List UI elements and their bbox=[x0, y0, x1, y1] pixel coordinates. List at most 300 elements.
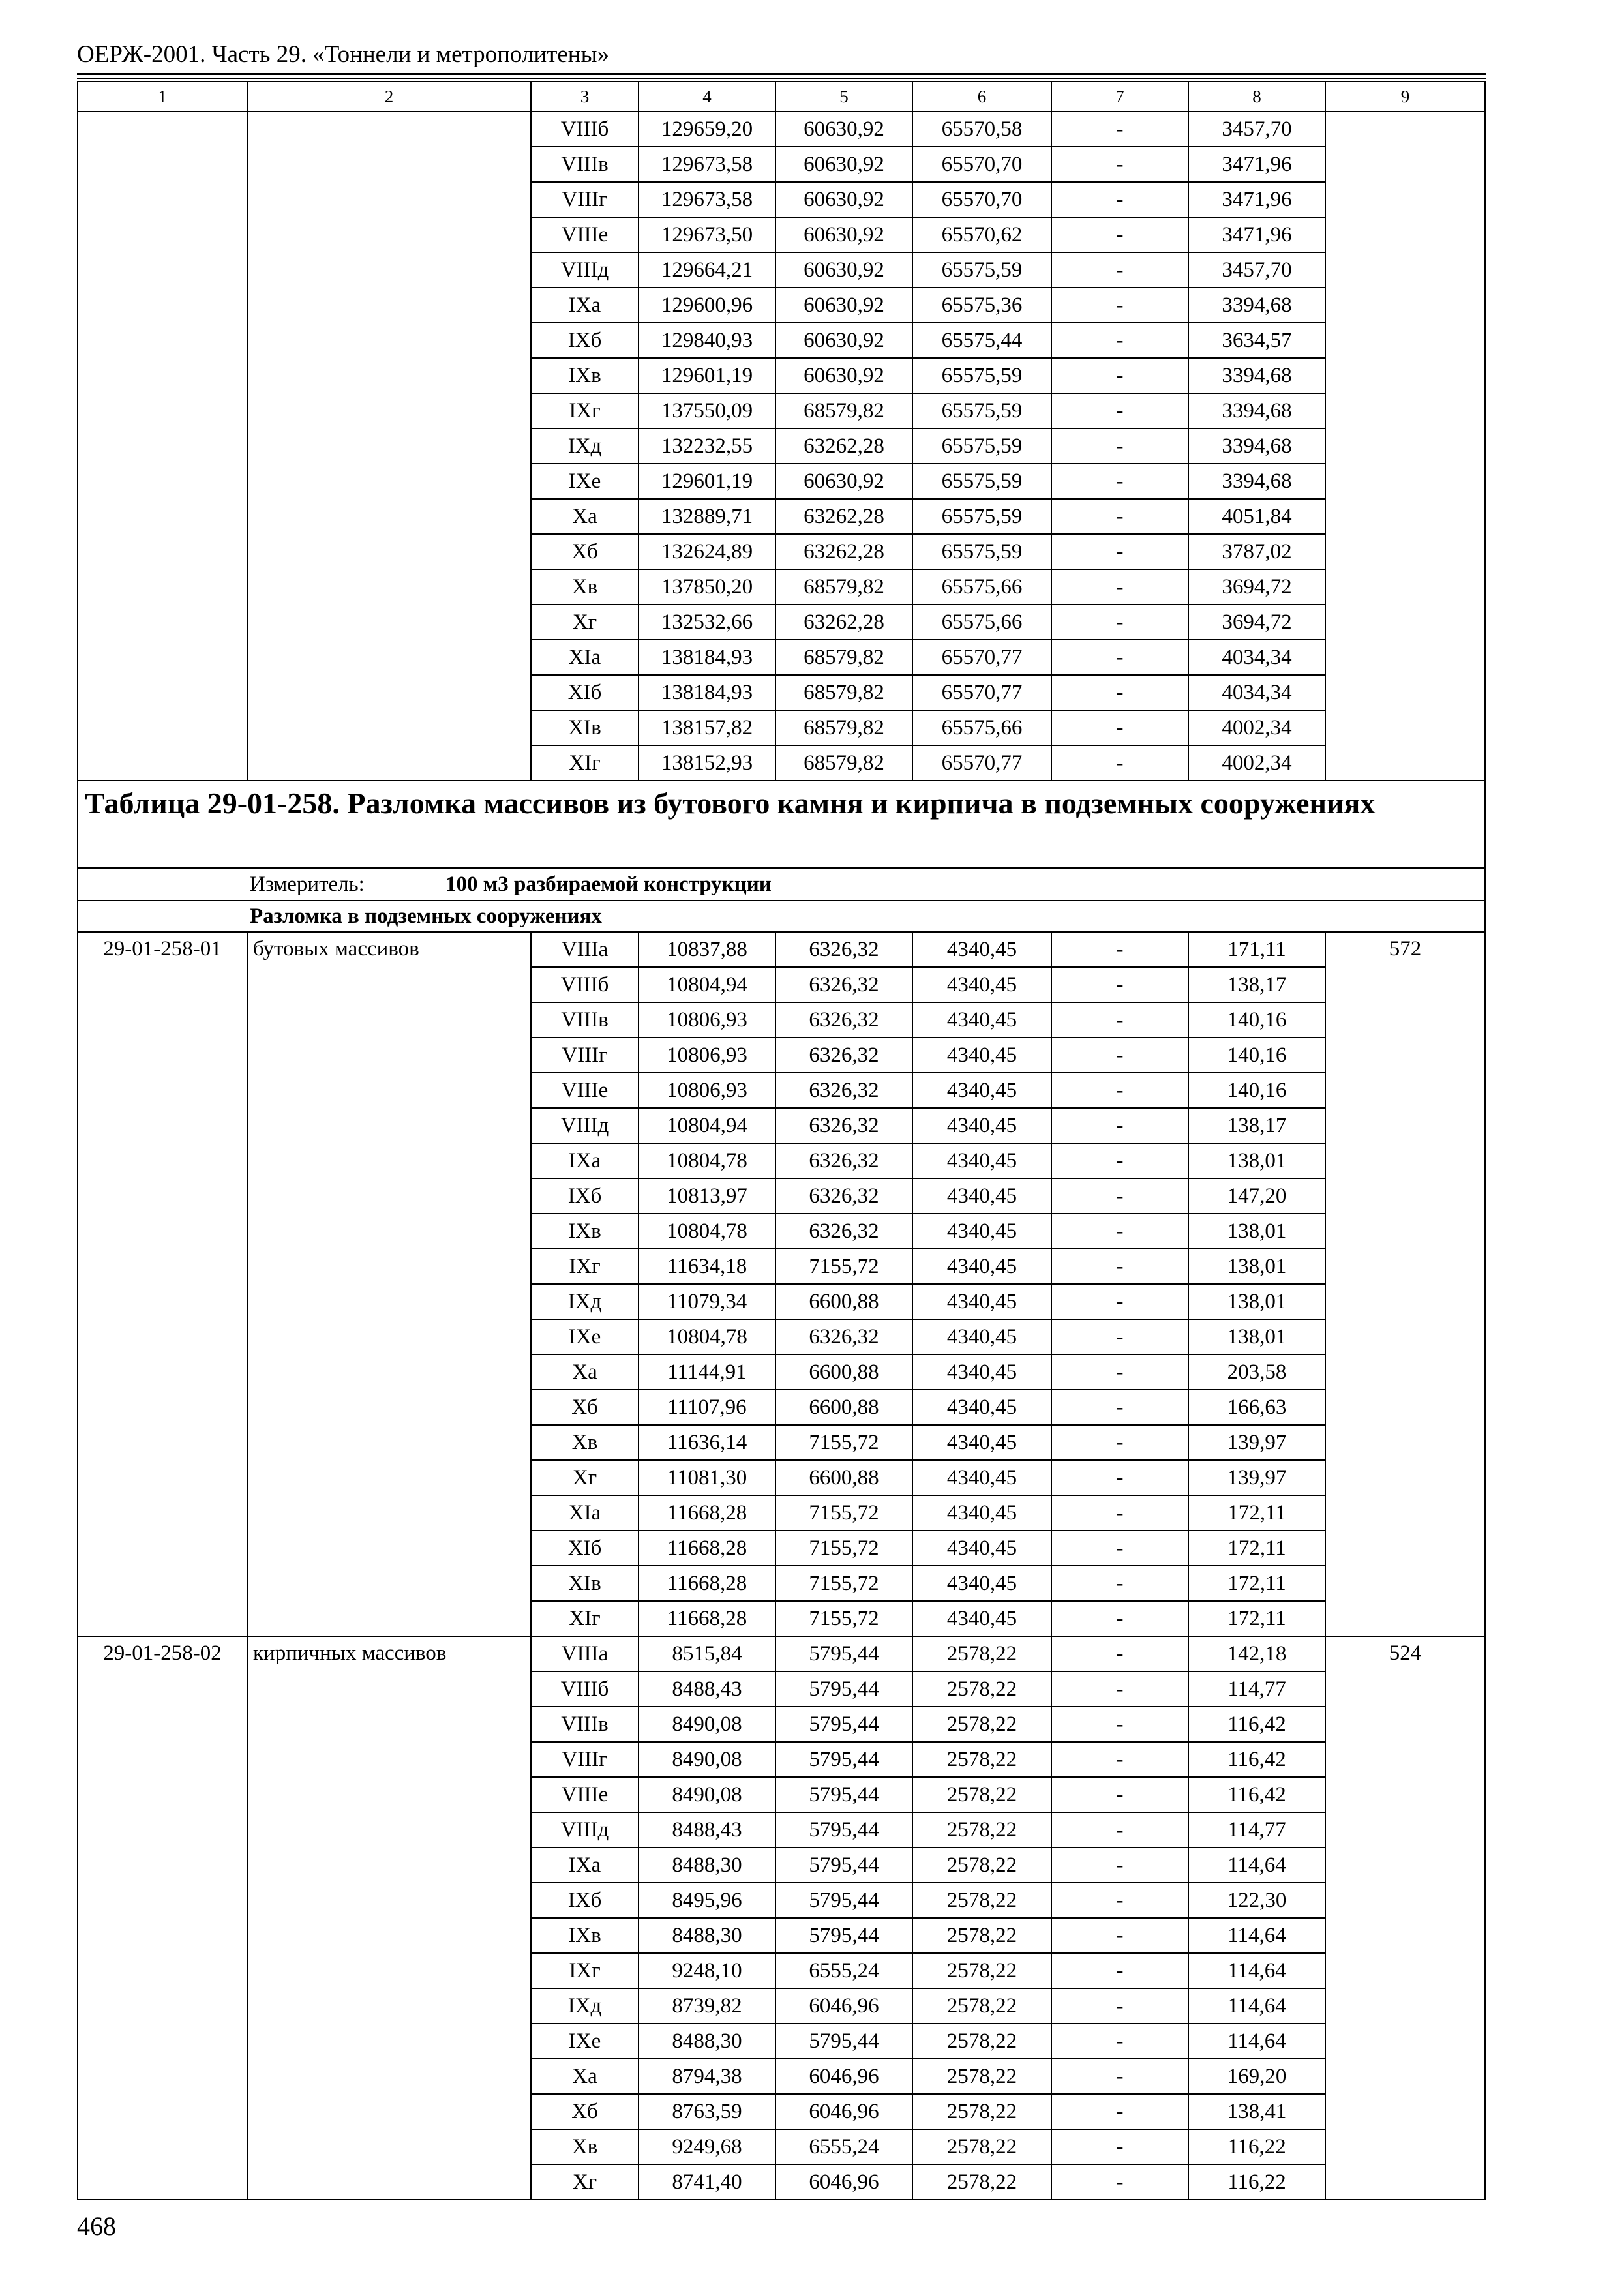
direct-costs-cell: 132232,55 bbox=[639, 428, 775, 464]
resource-group-cell: IXг bbox=[531, 1249, 639, 1284]
operator-wages-cell: - bbox=[1051, 2024, 1188, 2059]
operator-wages-cell: - bbox=[1051, 967, 1188, 1002]
labor-wages-cell: 60630,92 bbox=[775, 288, 912, 323]
table-row bbox=[78, 605, 1485, 640]
resource-group-cell: XIа bbox=[531, 1495, 639, 1531]
resource-group-cell: Xв bbox=[531, 569, 639, 605]
operator-wages-cell: - bbox=[1051, 1038, 1188, 1073]
direct-costs-cell: 10804,78 bbox=[639, 1143, 775, 1178]
machine-operation-cell: 65575,44 bbox=[912, 323, 1051, 358]
resource-group-cell: VIIIд bbox=[531, 252, 639, 288]
machine-operation-cell: 65570,62 bbox=[912, 217, 1051, 252]
labor-wages-cell: 5795,44 bbox=[775, 1848, 912, 1883]
labor-wages-cell: 7155,72 bbox=[775, 1601, 912, 1636]
table-row bbox=[78, 710, 1485, 745]
labor-wages-cell: 5795,44 bbox=[775, 1636, 912, 1671]
machine-operation-cell: 65575,59 bbox=[912, 252, 1051, 288]
direct-costs-cell: 11107,96 bbox=[639, 1390, 775, 1425]
materials-cell: 3457,70 bbox=[1188, 252, 1325, 288]
resource-group-cell: VIIIг bbox=[531, 1038, 639, 1073]
operator-wages-cell: - bbox=[1051, 1812, 1188, 1848]
operator-wages-cell: - bbox=[1051, 1354, 1188, 1390]
table-row bbox=[78, 217, 1485, 252]
operator-wages-cell: - bbox=[1051, 499, 1188, 534]
materials-cell: 138,01 bbox=[1188, 1214, 1325, 1249]
code-cell bbox=[78, 534, 247, 569]
resource-group-cell: IXб bbox=[531, 323, 639, 358]
machine-operation-cell: 65575,66 bbox=[912, 605, 1051, 640]
operator-wages-cell: - bbox=[1051, 745, 1188, 781]
header-rule bbox=[77, 73, 1486, 75]
name-cell bbox=[247, 252, 531, 288]
materials-cell: 138,41 bbox=[1188, 2094, 1325, 2129]
operator-wages-cell: - bbox=[1051, 1601, 1188, 1636]
machine-operation-cell: 65575,59 bbox=[912, 534, 1051, 569]
name-cell bbox=[247, 358, 531, 393]
item-name: бутовых массивов bbox=[247, 932, 531, 1636]
machine-operation-cell: 2578,22 bbox=[912, 2059, 1051, 2094]
operator-wages-cell: - bbox=[1051, 323, 1188, 358]
materials-cell: 116,42 bbox=[1188, 1742, 1325, 1777]
table-title: Таблица 29-01-258. Разломка массивов из бутового камня и кирпича в подземных сооружениях bbox=[78, 781, 1485, 868]
labor-wages-cell: 6326,32 bbox=[775, 1108, 912, 1143]
direct-costs-cell: 11144,91 bbox=[639, 1354, 775, 1390]
materials-cell: 3394,68 bbox=[1188, 288, 1325, 323]
materials-cell: 114,64 bbox=[1188, 1988, 1325, 2024]
resource-group-cell: Xб bbox=[531, 2094, 639, 2129]
operator-wages-cell: - bbox=[1051, 1249, 1188, 1284]
labor-wages-cell: 5795,44 bbox=[775, 2024, 912, 2059]
labor-wages-cell: 68579,82 bbox=[775, 640, 912, 675]
labor-wages-cell: 6326,32 bbox=[775, 1002, 912, 1038]
direct-costs-cell: 10804,78 bbox=[639, 1319, 775, 1354]
labor-wages-cell: 60630,92 bbox=[775, 323, 912, 358]
machine-operation-cell: 2578,22 bbox=[912, 2024, 1051, 2059]
materials-cell: 138,17 bbox=[1188, 1108, 1325, 1143]
materials-cell: 3394,68 bbox=[1188, 464, 1325, 499]
code-cell bbox=[78, 288, 247, 323]
direct-costs-cell: 8794,38 bbox=[639, 2059, 775, 2094]
materials-cell: 3457,70 bbox=[1188, 112, 1325, 147]
machine-operation-cell: 65570,58 bbox=[912, 112, 1051, 147]
materials-cell: 138,01 bbox=[1188, 1319, 1325, 1354]
code-cell bbox=[78, 323, 247, 358]
materials-cell: 139,97 bbox=[1188, 1460, 1325, 1495]
section-row bbox=[78, 901, 1485, 932]
resource-group-cell: VIIIа bbox=[531, 932, 639, 967]
machine-operation-cell: 2578,22 bbox=[912, 2164, 1051, 2200]
machine-operation-cell: 65575,59 bbox=[912, 428, 1051, 464]
section-title: Разломка в подземных сооружениях bbox=[78, 901, 1485, 932]
labor-wages-cell: 68579,82 bbox=[775, 675, 912, 710]
meter-value: 100 м3 разбираемой конструкции bbox=[445, 873, 772, 896]
materials-cell: 140,16 bbox=[1188, 1073, 1325, 1108]
labor-wages-cell: 63262,28 bbox=[775, 428, 912, 464]
resource-group-cell: XIа bbox=[531, 640, 639, 675]
operator-wages-cell: - bbox=[1051, 675, 1188, 710]
direct-costs-cell: 10806,93 bbox=[639, 1002, 775, 1038]
labor-wages-cell: 6600,88 bbox=[775, 1284, 912, 1319]
resource-group-cell: IXе bbox=[531, 2024, 639, 2059]
direct-costs-cell: 10806,93 bbox=[639, 1038, 775, 1073]
machine-operation-cell: 65575,59 bbox=[912, 499, 1051, 534]
name-cell bbox=[247, 112, 531, 147]
name-cell bbox=[247, 710, 531, 745]
machine-operation-cell: 2578,22 bbox=[912, 1742, 1051, 1777]
materials-cell: 147,20 bbox=[1188, 1178, 1325, 1214]
materials-cell: 4002,34 bbox=[1188, 745, 1325, 781]
code-cell bbox=[78, 675, 247, 710]
direct-costs-cell: 129664,21 bbox=[639, 252, 775, 288]
materials-cell: 138,17 bbox=[1188, 967, 1325, 1002]
resource-group-cell: VIIIа bbox=[531, 1636, 639, 1671]
operator-wages-cell: - bbox=[1051, 2059, 1188, 2094]
machine-operation-cell: 4340,45 bbox=[912, 1073, 1051, 1108]
table-row bbox=[78, 675, 1485, 710]
labor-wages-cell: 68579,82 bbox=[775, 745, 912, 781]
staff-cell bbox=[1325, 534, 1485, 569]
operator-wages-cell: - bbox=[1051, 1566, 1188, 1601]
direct-costs-cell: 129840,93 bbox=[639, 323, 775, 358]
materials-cell: 4051,84 bbox=[1188, 499, 1325, 534]
materials-cell: 114,77 bbox=[1188, 1671, 1325, 1707]
labor-wages-cell: 68579,82 bbox=[775, 710, 912, 745]
resource-group-cell: IXб bbox=[531, 1178, 639, 1214]
materials-cell: 172,11 bbox=[1188, 1601, 1325, 1636]
labor-wages-cell: 63262,28 bbox=[775, 605, 912, 640]
operator-wages-cell: - bbox=[1051, 1918, 1188, 1953]
staff-cell bbox=[1325, 323, 1485, 358]
materials-cell: 203,58 bbox=[1188, 1354, 1325, 1390]
machine-operation-cell: 4340,45 bbox=[912, 1249, 1051, 1284]
materials-cell: 172,11 bbox=[1188, 1531, 1325, 1566]
name-cell bbox=[247, 147, 531, 182]
direct-costs-cell: 132889,71 bbox=[639, 499, 775, 534]
operator-wages-cell: - bbox=[1051, 1883, 1188, 1918]
materials-cell: 166,63 bbox=[1188, 1390, 1325, 1425]
direct-costs-cell: 138157,82 bbox=[639, 710, 775, 745]
labor-wages-cell: 6326,32 bbox=[775, 1073, 912, 1108]
materials-cell: 172,11 bbox=[1188, 1495, 1325, 1531]
operator-wages-cell: - bbox=[1051, 1636, 1188, 1671]
rates-table bbox=[77, 81, 1486, 2200]
labor-wages-cell: 7155,72 bbox=[775, 1531, 912, 1566]
materials-cell: 169,20 bbox=[1188, 2059, 1325, 2094]
materials-cell: 3471,96 bbox=[1188, 147, 1325, 182]
machine-operation-cell: 4340,45 bbox=[912, 967, 1051, 1002]
labor-wages-cell: 6326,32 bbox=[775, 967, 912, 1002]
operator-wages-cell: - bbox=[1051, 1495, 1188, 1531]
staff-cell bbox=[1325, 710, 1485, 745]
resource-group-cell: XIб bbox=[531, 675, 639, 710]
header-rule bbox=[77, 78, 1486, 79]
resource-group-cell: VIIIд bbox=[531, 1812, 639, 1848]
labor-wages-cell: 63262,28 bbox=[775, 534, 912, 569]
table-row bbox=[78, 147, 1485, 182]
name-cell bbox=[247, 534, 531, 569]
table-row bbox=[78, 1636, 1485, 1671]
staff-cell bbox=[1325, 745, 1485, 781]
direct-costs-cell: 11668,28 bbox=[639, 1601, 775, 1636]
direct-costs-cell: 129673,58 bbox=[639, 147, 775, 182]
machine-operation-cell: 65575,36 bbox=[912, 288, 1051, 323]
table-title-row bbox=[78, 781, 1485, 868]
labor-wages-cell: 68579,82 bbox=[775, 569, 912, 605]
table-row bbox=[78, 640, 1485, 675]
materials-cell: 114,64 bbox=[1188, 2024, 1325, 2059]
resource-group-cell: IXд bbox=[531, 428, 639, 464]
operator-wages-cell: - bbox=[1051, 640, 1188, 675]
labor-wages-cell: 6326,32 bbox=[775, 1143, 912, 1178]
resource-group-cell: IXв bbox=[531, 1918, 639, 1953]
code-cell bbox=[78, 393, 247, 428]
operator-wages-cell: - bbox=[1051, 932, 1188, 967]
materials-cell: 3394,68 bbox=[1188, 428, 1325, 464]
materials-cell: 3471,96 bbox=[1188, 217, 1325, 252]
column-number: 2 bbox=[247, 82, 531, 112]
operator-wages-cell: - bbox=[1051, 252, 1188, 288]
item-code: 29-01-258-01 bbox=[78, 932, 247, 1636]
resource-group-cell: XIв bbox=[531, 710, 639, 745]
operator-wages-cell: - bbox=[1051, 288, 1188, 323]
staff-cell bbox=[1325, 428, 1485, 464]
labor-wages-cell: 7155,72 bbox=[775, 1425, 912, 1460]
code-cell bbox=[78, 710, 247, 745]
code-cell bbox=[78, 182, 247, 217]
resource-group-cell: XIб bbox=[531, 1531, 639, 1566]
labor-wages-cell: 5795,44 bbox=[775, 1671, 912, 1707]
direct-costs-cell: 11636,14 bbox=[639, 1425, 775, 1460]
direct-costs-cell: 129673,50 bbox=[639, 217, 775, 252]
column-number-row bbox=[78, 82, 1485, 112]
operator-wages-cell: - bbox=[1051, 1953, 1188, 1988]
resource-group-cell: IXв bbox=[531, 358, 639, 393]
direct-costs-cell: 8741,40 bbox=[639, 2164, 775, 2200]
operator-wages-cell: - bbox=[1051, 1671, 1188, 1707]
staff-cell bbox=[1325, 464, 1485, 499]
resource-group-cell: Xв bbox=[531, 2129, 639, 2164]
machine-operation-cell: 2578,22 bbox=[912, 1883, 1051, 1918]
direct-costs-cell: 11668,28 bbox=[639, 1531, 775, 1566]
resource-group-cell: Xа bbox=[531, 2059, 639, 2094]
direct-costs-cell: 8488,30 bbox=[639, 2024, 775, 2059]
direct-costs-cell: 11634,18 bbox=[639, 1249, 775, 1284]
operator-wages-cell: - bbox=[1051, 182, 1188, 217]
resource-group-cell: IXа bbox=[531, 288, 639, 323]
name-cell bbox=[247, 182, 531, 217]
operator-wages-cell: - bbox=[1051, 1108, 1188, 1143]
machine-operation-cell: 4340,45 bbox=[912, 1460, 1051, 1495]
direct-costs-cell: 11668,28 bbox=[639, 1566, 775, 1601]
machine-operation-cell: 4340,45 bbox=[912, 1178, 1051, 1214]
name-cell bbox=[247, 428, 531, 464]
staff-cell bbox=[1325, 640, 1485, 675]
materials-cell: 140,16 bbox=[1188, 1038, 1325, 1073]
materials-cell: 138,01 bbox=[1188, 1284, 1325, 1319]
table-row bbox=[78, 393, 1485, 428]
name-cell bbox=[247, 745, 531, 781]
resource-group-cell: IXа bbox=[531, 1143, 639, 1178]
direct-costs-cell: 129601,19 bbox=[639, 464, 775, 499]
table-row bbox=[78, 534, 1485, 569]
operator-wages-cell: - bbox=[1051, 393, 1188, 428]
resource-group-cell: Xг bbox=[531, 605, 639, 640]
operator-wages-cell: - bbox=[1051, 1777, 1188, 1812]
item-name: кирпичных массивов bbox=[247, 1636, 531, 2200]
code-cell bbox=[78, 499, 247, 534]
machine-operation-cell: 4340,45 bbox=[912, 1495, 1051, 1531]
operator-wages-cell: - bbox=[1051, 1988, 1188, 2024]
operator-wages-cell: - bbox=[1051, 1143, 1188, 1178]
column-number: 1 bbox=[78, 82, 247, 112]
labor-wages-cell: 6326,32 bbox=[775, 1214, 912, 1249]
direct-costs-cell: 8763,59 bbox=[639, 2094, 775, 2129]
table-row bbox=[78, 464, 1485, 499]
materials-cell: 172,11 bbox=[1188, 1566, 1325, 1601]
resource-group-cell: IXв bbox=[531, 1214, 639, 1249]
resource-group-cell: XIв bbox=[531, 1566, 639, 1601]
direct-costs-cell: 132624,89 bbox=[639, 534, 775, 569]
table-row bbox=[78, 932, 1485, 967]
table-row bbox=[78, 745, 1485, 781]
operator-wages-cell: - bbox=[1051, 358, 1188, 393]
labor-wages-cell: 5795,44 bbox=[775, 1777, 912, 1812]
staff-cell: 524 bbox=[1325, 1636, 1485, 2200]
table-row bbox=[78, 499, 1485, 534]
running-header: ОЕРЖ-2001. Часть 29. «Тоннели и метрополитены» bbox=[77, 41, 609, 68]
direct-costs-cell: 8490,08 bbox=[639, 1777, 775, 1812]
labor-wages-cell: 60630,92 bbox=[775, 358, 912, 393]
staff-cell bbox=[1325, 252, 1485, 288]
operator-wages-cell: - bbox=[1051, 1848, 1188, 1883]
name-cell bbox=[247, 217, 531, 252]
staff-cell bbox=[1325, 605, 1485, 640]
operator-wages-cell: - bbox=[1051, 428, 1188, 464]
staff-cell bbox=[1325, 499, 1485, 534]
direct-costs-cell: 8488,43 bbox=[639, 1671, 775, 1707]
labor-wages-cell: 60630,92 bbox=[775, 112, 912, 147]
labor-wages-cell: 5795,44 bbox=[775, 1742, 912, 1777]
page-number: 468 bbox=[77, 2211, 116, 2241]
operator-wages-cell: - bbox=[1051, 147, 1188, 182]
resource-group-cell: Xб bbox=[531, 1390, 639, 1425]
resource-group-cell: VIIIв bbox=[531, 1707, 639, 1742]
labor-wages-cell: 7155,72 bbox=[775, 1249, 912, 1284]
column-number: 3 bbox=[531, 82, 639, 112]
code-cell bbox=[78, 428, 247, 464]
resource-group-cell: IXд bbox=[531, 1988, 639, 2024]
staff-cell bbox=[1325, 147, 1485, 182]
machine-operation-cell: 2578,22 bbox=[912, 1988, 1051, 2024]
machine-operation-cell: 4340,45 bbox=[912, 1566, 1051, 1601]
labor-wages-cell: 6046,96 bbox=[775, 2059, 912, 2094]
direct-costs-cell: 10804,94 bbox=[639, 1108, 775, 1143]
direct-costs-cell: 129659,20 bbox=[639, 112, 775, 147]
machine-operation-cell: 4340,45 bbox=[912, 1108, 1051, 1143]
labor-wages-cell: 7155,72 bbox=[775, 1566, 912, 1601]
name-cell bbox=[247, 499, 531, 534]
meter-label: Измеритель: bbox=[250, 873, 365, 896]
direct-costs-cell: 10804,78 bbox=[639, 1214, 775, 1249]
code-cell bbox=[78, 358, 247, 393]
staff-cell bbox=[1325, 393, 1485, 428]
direct-costs-cell: 138184,93 bbox=[639, 675, 775, 710]
labor-wages-cell: 60630,92 bbox=[775, 147, 912, 182]
operator-wages-cell: - bbox=[1051, 1073, 1188, 1108]
machine-operation-cell: 4340,45 bbox=[912, 1143, 1051, 1178]
operator-wages-cell: - bbox=[1051, 1284, 1188, 1319]
labor-wages-cell: 60630,92 bbox=[775, 217, 912, 252]
machine-operation-cell: 2578,22 bbox=[912, 1812, 1051, 1848]
code-cell bbox=[78, 147, 247, 182]
direct-costs-cell: 8495,96 bbox=[639, 1883, 775, 1918]
labor-wages-cell: 5795,44 bbox=[775, 1812, 912, 1848]
staff-cell bbox=[1325, 675, 1485, 710]
machine-operation-cell: 4340,45 bbox=[912, 1531, 1051, 1566]
table-row bbox=[78, 323, 1485, 358]
resource-group-cell: VIIIб bbox=[531, 967, 639, 1002]
operator-wages-cell: - bbox=[1051, 1742, 1188, 1777]
name-cell bbox=[247, 323, 531, 358]
table-row bbox=[78, 428, 1485, 464]
name-cell bbox=[247, 675, 531, 710]
machine-operation-cell: 2578,22 bbox=[912, 1953, 1051, 1988]
labor-wages-cell: 6326,32 bbox=[775, 1038, 912, 1073]
machine-operation-cell: 65570,77 bbox=[912, 745, 1051, 781]
staff-cell bbox=[1325, 358, 1485, 393]
materials-cell: 116,22 bbox=[1188, 2164, 1325, 2200]
resource-group-cell: Xг bbox=[531, 1460, 639, 1495]
materials-cell: 114,64 bbox=[1188, 1953, 1325, 1988]
direct-costs-cell: 10804,94 bbox=[639, 967, 775, 1002]
resource-group-cell: XIг bbox=[531, 1601, 639, 1636]
machine-operation-cell: 4340,45 bbox=[912, 932, 1051, 967]
direct-costs-cell: 10806,93 bbox=[639, 1073, 775, 1108]
direct-costs-cell: 138152,93 bbox=[639, 745, 775, 781]
direct-costs-cell: 8488,30 bbox=[639, 1848, 775, 1883]
column-number: 4 bbox=[639, 82, 775, 112]
materials-cell: 116,42 bbox=[1188, 1707, 1325, 1742]
labor-wages-cell: 63262,28 bbox=[775, 499, 912, 534]
column-number: 8 bbox=[1188, 82, 1325, 112]
materials-cell: 114,64 bbox=[1188, 1848, 1325, 1883]
direct-costs-cell: 129601,19 bbox=[639, 358, 775, 393]
table-row bbox=[78, 252, 1485, 288]
direct-costs-cell: 9249,68 bbox=[639, 2129, 775, 2164]
table-row bbox=[78, 358, 1485, 393]
table-row bbox=[78, 112, 1485, 147]
staff-cell bbox=[1325, 182, 1485, 217]
operator-wages-cell: - bbox=[1051, 2164, 1188, 2200]
direct-costs-cell: 138184,93 bbox=[639, 640, 775, 675]
machine-operation-cell: 4340,45 bbox=[912, 1601, 1051, 1636]
resource-group-cell: Xа bbox=[531, 499, 639, 534]
operator-wages-cell: - bbox=[1051, 217, 1188, 252]
resource-group-cell: VIIIв bbox=[531, 147, 639, 182]
staff-cell bbox=[1325, 288, 1485, 323]
resource-group-cell: VIIIг bbox=[531, 1742, 639, 1777]
labor-wages-cell: 68579,82 bbox=[775, 393, 912, 428]
operator-wages-cell: - bbox=[1051, 1425, 1188, 1460]
labor-wages-cell: 6046,96 bbox=[775, 2164, 912, 2200]
materials-cell: 138,01 bbox=[1188, 1143, 1325, 1178]
resource-group-cell: VIIIб bbox=[531, 1671, 639, 1707]
machine-operation-cell: 65570,70 bbox=[912, 182, 1051, 217]
materials-cell: 116,22 bbox=[1188, 2129, 1325, 2164]
direct-costs-cell: 8488,43 bbox=[639, 1812, 775, 1848]
operator-wages-cell: - bbox=[1051, 2094, 1188, 2129]
labor-wages-cell: 6600,88 bbox=[775, 1354, 912, 1390]
